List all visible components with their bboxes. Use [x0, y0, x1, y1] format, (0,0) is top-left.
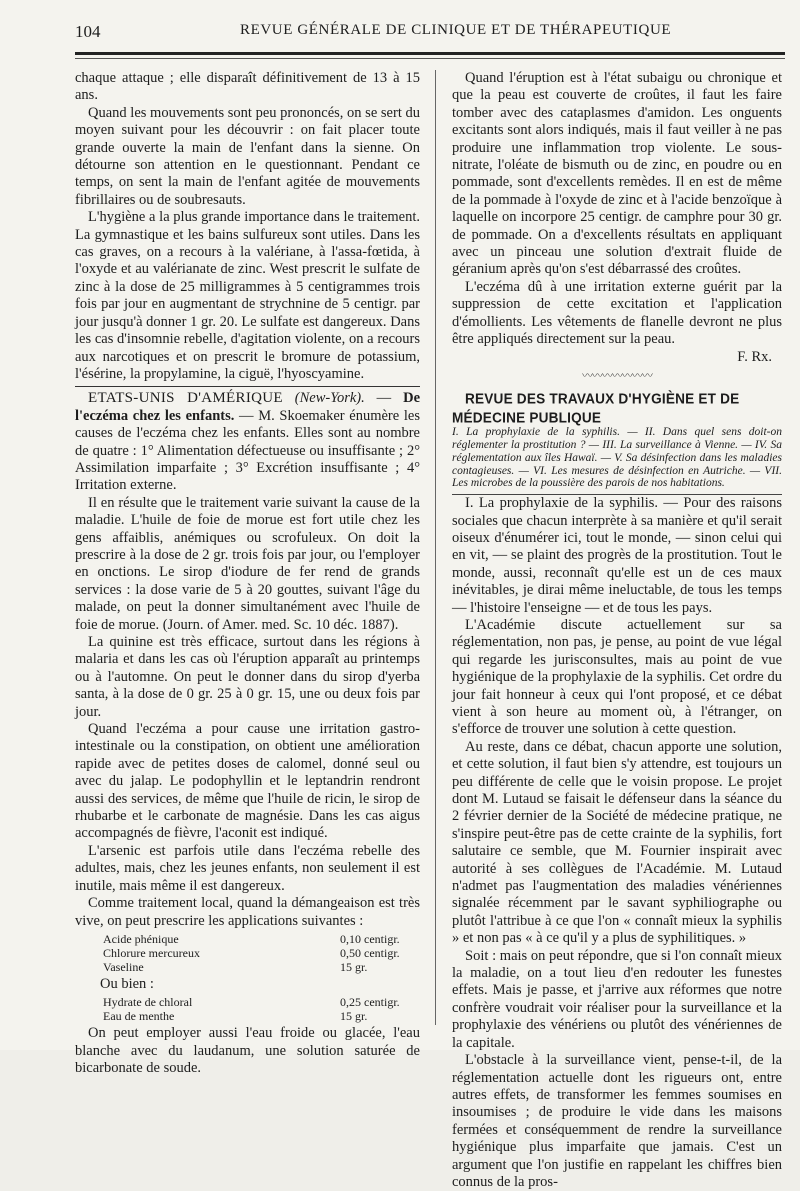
header-rule-thin — [75, 58, 785, 59]
prescription-row — [75, 932, 420, 946]
section-city: (New-York). — [294, 390, 365, 407]
prescription-item: Chlorure mercureux — [103, 945, 200, 960]
prescription-dose: 0,10 centigr. — [340, 931, 400, 946]
paragraph: chaque attaque ; elle disparaît définitivement de 13 à 15 ans. — [75, 70, 420, 104]
paragraph: Comme traitement local, quand la démangeaison est très vive, on peut prescrire les applications suivantes : — [75, 895, 420, 929]
paragraph: L'obstacle à la surveillance vient, pense-t-il, de la réglementation actuelle dont les rigueurs ont, entre autres effets, de transformer les femmes soumises en insoumises ; de produire le vide dans les maisons fermées et conséquemment de rendre la surveillance hygiénique plus imparfaite que jamais. C'est un argument que l'on justifie en rappelant les chiffres bien connus de la pros- — [452, 1052, 782, 1190]
paragraph: Soit : mais on peut répondre, que si l'on connaît mieux la maladie, on a tout lieu d'en redouter les funestes effets. Mais je passe, et j'arrive aux réformes que notre confrère voudrait voir réaliser pour la surveillance et la prophylaxie des vénériens ou plutôt des vénériennes de la capitale. — [452, 947, 782, 1051]
paragraph: I. La prophylaxie de la syphilis. — Pour des raisons sociales que chacun interprète à sa manière et qu'il serait oiseux d'énumérer ici, tout le monde, — sinon celui qui en vit, — se plaint des progrès de la prostitution. Tout le monde, aussi, reconnaît qu'elle est un de ces maux inévitables, je dirai même ineluctable, de tous les temps — l'histoire l'enseigne — et de tous les pays. — [452, 495, 782, 616]
page-number: 104 — [75, 22, 101, 41]
paragraph: Quand l'eczéma a pour cause une irritation gastro-intestinale ou la constipation, on obtient une amélioration rapide avec de petites doses de calomel, donné seul ou avec du jalap. Le podophyllin et le leptandrin rendront aussi des services, de même que l'huile de ricin, le sirop de rhubarbe et le carbonate de magnésie. Dans les cas aigus accompagnés de fièvre, l'aconit est indiqué. — [75, 721, 420, 842]
paragraph: L'eczéma dû à une irritation externe guérit par la suppression de cette excitation et l'application d'émollients. Les vêtements de flanelle devront ne plus être appliqués directement sur la peau. — [452, 278, 782, 348]
section-topic: De l'eczéma chez les enfants. — [75, 390, 421, 424]
left-column — [75, 70, 420, 1078]
column-divider — [435, 70, 436, 1025]
prescription-dose: 15 gr. — [340, 1009, 368, 1024]
section-place: ETATS-UNIS D'AMÉRIQUE — [88, 390, 283, 407]
paragraph: L'hygiène a la plus grande importance dans le traitement. La gymnastique et les bains sulfureux sont utiles. Dans les cas graves, on a recours à la valériane, à l'assa-fœtida, à l'oxyde et au valérianate de zinc. West prescrit le sulfate de zinc à la dose de 25 milligrammes à 5 centigrammes trois fois par jour en augmentant de strychnine de 5 centigr. par jour jusqu'à donner 1 gr. 20. Le sulfate est dangereux. Dans les cas d'insomnie rebelle, d'agitation violente, on a recours aux narcotiques et on prescrit le bromure de potassium, l'ésérine, la propylamine, la ciguë, l'hyoscyamine. — [75, 209, 420, 382]
prescription-item: Hydrate de chloral — [103, 995, 193, 1010]
prescription-row — [75, 995, 420, 1009]
prescription-item: Vaseline — [103, 959, 144, 974]
paragraph: La quinine est très efficace, surtout dans les régions à malaria et dans les cas où l'éruption apparaît au printemps ou à l'automne. On peut le donner dans du sirop d'yerba santa, à la dose de 0 gr. 25 à 0 gr. 15, une ou deux fois par jour. — [75, 634, 420, 720]
header-rule-thick — [75, 52, 785, 55]
paragraph: On peut employer aussi l'eau froide ou glacée, l'eau blanche avec du laudanum, une solution saturée de bicarbonate de soude. — [75, 1025, 420, 1077]
paragraph: Quand l'éruption est à l'état subaigu ou chronique et que la peau est couverte de croûtes, il faut les faire tomber avec des cataplasmes d'amidon. Les onguents excitants sont alors indiqués, mais il faut veiller à ne pas produire une inflammation trop violente. Le sous-nitrate, l'oléate de bismuth ou de zinc, en poudre ou en pommade, sont d'excellents remèdes. Il en est de même de la pommade à l'oxyde de zinc et à l'acide benzoïque à laquelle on incorpore 25 centigr. de camphre pour 30 gr. de pommade. On a d'excellents résultats en appliquant avec un pinceau une solution d'extrait fluide de géranium après qu'on s'est débarrassé des croûtes. — [452, 70, 782, 278]
prescription-row — [75, 946, 420, 960]
prescription-table-2 — [75, 995, 420, 1023]
journal-title: REVUE GÉNÉRALE DE CLINIQUE ET DE THÉRAPEUTIQUE — [240, 22, 672, 38]
section-title: REVUE DES TRAVAUX D'HYGIÈNE ET DE MÉDECINE PUBLIQUE — [452, 390, 740, 427]
or-else-label: Ou bien : — [100, 975, 154, 992]
paragraph: L'arsenic est parfois utile dans l'eczéma rebelle des adultes, mais, chez les jeunes enfants, non seulement il est inutile, mais même il est dangereux. — [75, 842, 420, 894]
ornament-divider: 〰〰〰〰〰〰〰 — [582, 369, 652, 382]
prescription-row — [75, 960, 420, 974]
prescription-table-1 — [75, 932, 420, 974]
section-heading-eczema — [75, 390, 420, 494]
running-header — [75, 22, 780, 46]
paragraph: Quand les mouvements sont peu prononcés, on se sert du moyen suivant pour les découvrir : on fait placer toute grande ouverte la main de l'enfant dans la sienne. On détourne son attention en le questionnant. Pendant ce temps, on sent la main de l'enfant agitée de mouvements fibrillaires ou de soubresauts. — [75, 104, 420, 208]
paragraph: L'Académie discute actuellement sur sa réglementation, non pas, je pense, au point de vue légal qui regarde les jurisconsultes, mais au point de vue hygiénique de la prophylaxie de la syphilis. Cet ordre du jour fait honneur à ceux qui l'ont proposé, et ce débat vient à son heure au moment où, à l'étranger, on s'efforce de trouver une solution à cette question. — [452, 616, 782, 738]
author-signature: F. Rx. — [737, 348, 772, 365]
section-dash: — — [364, 390, 404, 407]
prescription-row — [75, 1009, 420, 1023]
prescription-dose: 0,25 centigr. — [340, 995, 400, 1010]
section-separator — [75, 386, 420, 387]
prescription-dose: 15 gr. — [340, 959, 368, 974]
paragraph: Il en résulte que le traitement varie suivant la cause de la maladie. L'huile de foie de morue est fort utile chez les gens affaiblis, anémiques ou scrofuleux. On doit la prescrire à la dose de 2 gr. trois fois par jour, ou l'employer en onctions. Le sirop d'iodure de fer rend de grands services : la dose varie de 5 à 20 gouttes, suivant l'âge du malade, on peut la donner simultanément avec l'huile de foie de morue. (Journ. of Amer. med. Sc. 10 déc. 1887). — [75, 494, 420, 633]
right-column — [452, 70, 782, 1191]
prescription-item: Acide phénique — [103, 931, 179, 946]
section-intro: — M. Skoemaker énumère les causes de l'eczéma chez les enfants. Elles sont au nombre de quatre : 1° Alimentation défectueuse ou insuffisante ; 2° Assimilation imparfaite ; 3° Excrétion insuffisante ; 4° Irritation externe. — [75, 407, 420, 494]
section-summary: I. La prophylaxie de la syphilis. — II. Dans quel sens doit-on réglementer la prostitution ? — III. La surveillance à Vienne. — IV. Sa réglementation aux îles Hawaï. — V. Sa désinfection dans les maladies contagieuses. — VI. Les mesures de désinfection en Autriche. — VII. Les microbes de la poussière des parois de nos habitations. — [452, 426, 782, 495]
prescription-dose: 0,50 centigr. — [340, 945, 400, 960]
prescription-item: Eau de menthe — [103, 1009, 175, 1024]
paragraph: Au reste, dans ce débat, chacun apporte une solution, et cette solution, il faut bien s'y attendre, est toujours un peu différente de celle que le voisin propose. Le projet dont M. Lutaud se faisait le défenseur dans la séance du 2 février dernier de la Société de médecine pratique, ne s'inspire peut-être pas de cette crainte de la syphilis, fort salutaire ce semble, que M. Fournier inspirait avec autorité à ses collègues de l'Académie. M. Lutaud n'admet pas l'augmentation des maladies vénériennes signalée récemment par le savant syphiliographe ou plutôt l'attribue à ce que l'on « connaît mieux la syphilis » et non pas « à ce qu'il y a plus de syphilitiques. » — [452, 738, 782, 947]
